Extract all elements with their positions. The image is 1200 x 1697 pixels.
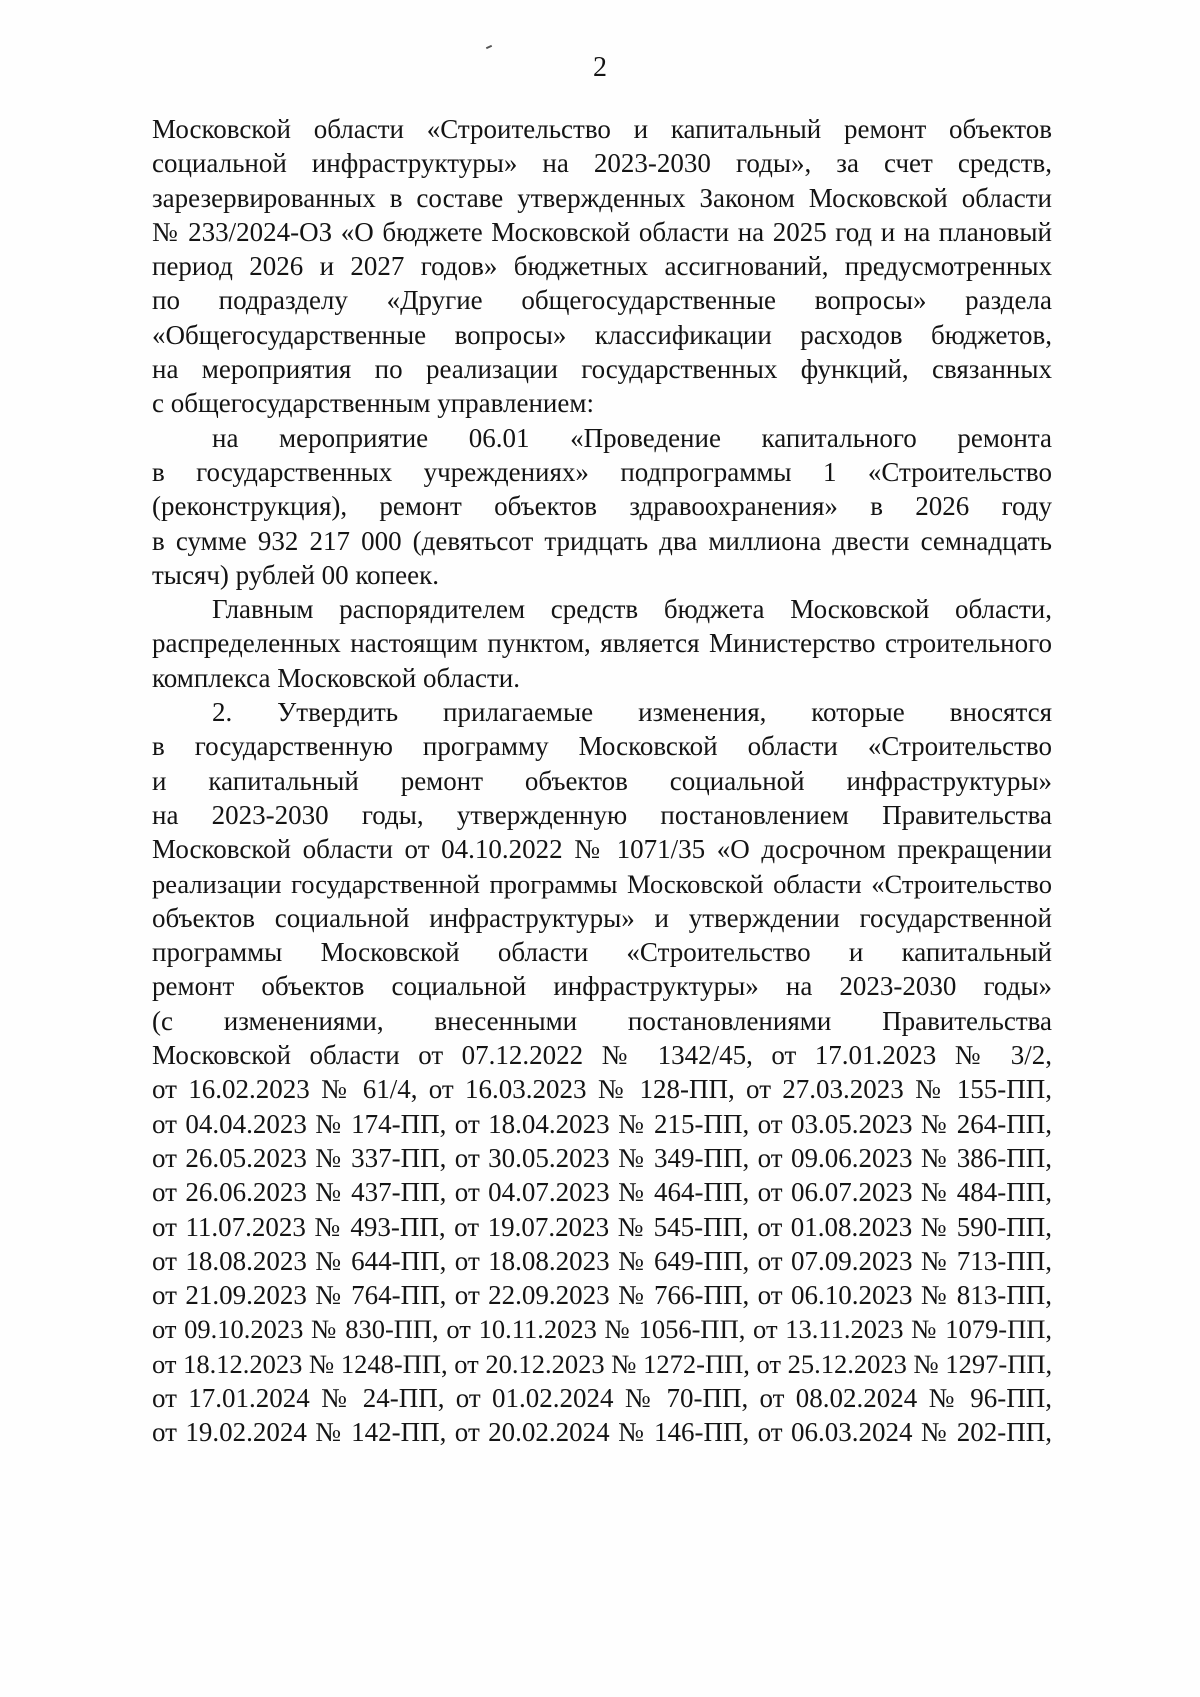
text-line: № 233/2024-ОЗ «О бюджете Московской области на 2025 год и на плановый [152, 216, 1052, 247]
text-line: от 04.04.2023 № 174-ПП, от 18.04.2023 № 215-ПП, от 03.05.2023 № 264-ПП, [152, 1108, 1052, 1139]
text-line: от 17.01.2024 № 24-ПП, от 01.02.2024 № 70-ПП, от 08.02.2024 № 96-ПП, [152, 1382, 1052, 1413]
text-line: в сумме 932 217 000 (девятьсот тридцать два миллиона двести семнадцать [152, 525, 1052, 556]
text-line: программы Московской области «Строительство и капитальный [152, 937, 1052, 968]
text-line: Главным распорядителем средств бюджета Московской области, [212, 594, 1052, 625]
text-line: ремонт объектов социальной инфраструктуры» на 2023-2030 годы» [152, 971, 1052, 1002]
text-line: от 09.10.2023 № 830-ПП, от 10.11.2023 № 1056-ПП, от 13.11.2023 № 1079-ПП, [152, 1314, 1052, 1345]
text-line: от 11.07.2023 № 493-ПП, от 19.07.2023 № 545-ПП, от 01.08.2023 № 590-ПП, [152, 1211, 1052, 1242]
text-line: и капитальный ремонт объектов социальной инфраструктуры» [152, 765, 1052, 796]
text-line: от 16.02.2023 № 61/4, от 16.03.2023 № 128-ПП, от 27.03.2023 № 155-ПП, [152, 1074, 1052, 1105]
text-line: от 18.12.2023 № 1248-ПП, от 20.12.2023 № 1272-ПП, от 25.12.2023 № 1297-ПП, [152, 1348, 1053, 1379]
text-line: от 18.08.2023 № 644-ПП, от 18.08.2023 № 649-ПП, от 07.09.2023 № 713-ПП, [152, 1245, 1052, 1276]
text-line: от 26.05.2023 № 337-ПП, от 30.05.2023 № 349-ПП, от 09.06.2023 № 386-ПП, [152, 1142, 1052, 1173]
text-line: социальной инфраструктуры» на 2023-2030 годы», за счет средств, [152, 148, 1052, 179]
text-line: с общегосударственным управлением: [152, 388, 594, 419]
text-line: тысяч) рублей 00 копеек. [152, 559, 439, 590]
text-line: по подразделу «Другие общегосударственные вопросы» раздела [152, 285, 1052, 316]
text-line: в государственную программу Московской области «Строительство [152, 731, 1052, 762]
text-line: Московской области от 04.10.2022 № 1071/35 «О досрочном прекращении [152, 834, 1052, 865]
text-line: период 2026 и 2027 годов» бюджетных ассигнований, предусмотренных [152, 251, 1052, 282]
text-line: 2. Утвердить прилагаемые изменения, которые вносятся [212, 697, 1052, 728]
text-line: на мероприятия по реализации государственных функций, связанных [152, 354, 1052, 385]
text-line: в государственных учреждениях» подпрограммы 1 «Строительство [152, 456, 1052, 487]
text-line: реализации государственной программы Московской области «Строительство [152, 868, 1052, 899]
text-line: объектов социальной инфраструктуры» и утверждении государственной [152, 902, 1052, 933]
text-line: Московской области от 07.12.2022 № 1342/45, от 17.01.2023 № 3/2, [152, 1040, 1052, 1071]
text-line: зарезервированных в составе утвержденных Законом Московской области [152, 182, 1052, 213]
text-line: Московской области «Строительство и капитальный ремонт объектов [152, 114, 1052, 144]
text-line: на мероприятие 06.01 «Проведение капитального ремонта [212, 422, 1052, 453]
text-line: на 2023-2030 годы, утвержденную постановлением Правительства [152, 799, 1052, 830]
text-line: от 21.09.2023 № 764-ПП, от 22.09.2023 № 766-ПП, от 06.10.2023 № 813-ПП, [152, 1280, 1052, 1311]
document-body [152, 112, 1052, 1450]
scan-speck [486, 45, 492, 49]
text-line: от 26.06.2023 № 437-ПП, от 04.07.2023 № 464-ПП, от 06.07.2023 № 484-ПП, [152, 1177, 1052, 1208]
text-line: «Общегосударственные вопросы» классификации расходов бюджетов, [152, 319, 1052, 350]
text-line: (с изменениями, внесенными постановлениями Правительства [152, 1005, 1052, 1036]
text-line: (реконструкция), ремонт объектов здравоохранения» в 2026 году [152, 491, 1052, 522]
text-line: от 19.02.2024 № 142-ПП, от 20.02.2024 № 146-ПП, от 06.03.2024 № 202-ПП, [152, 1417, 1052, 1448]
text-line: комплекса Московской области. [152, 662, 520, 693]
page-number: 2 [593, 52, 607, 83]
text-line: распределенных настоящим пунктом, является Министерство строительного [152, 628, 1052, 659]
